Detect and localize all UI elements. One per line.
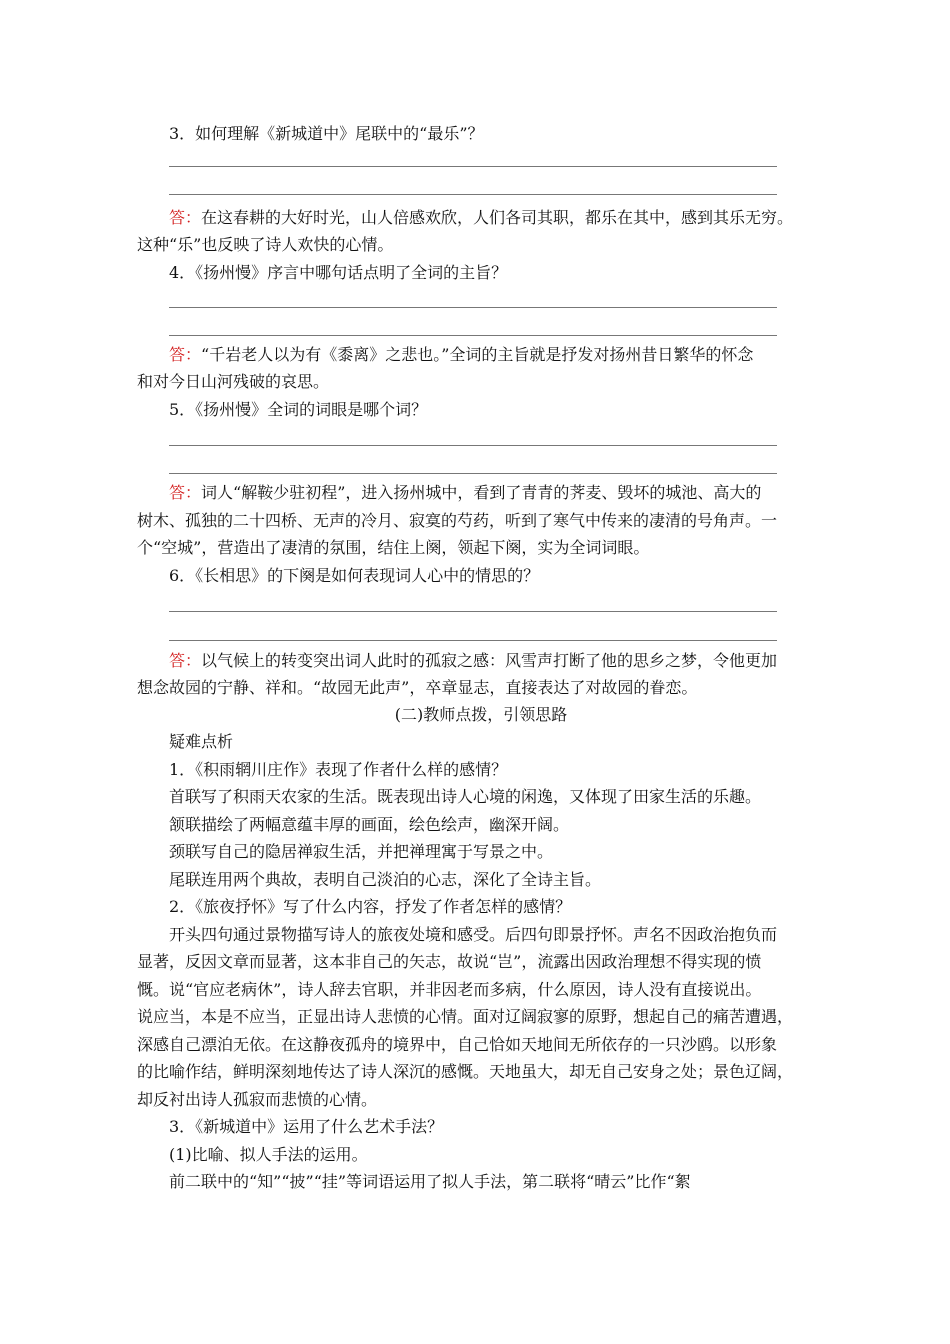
analysis-line: 开头四句通过景物描写诗人的旅夜处境和感受。后四句即景抒怀。声名不因政治抱负而 xyxy=(169,925,778,944)
answer-blank-line xyxy=(169,611,777,612)
analysis-line: 前二联中的“知”“披”“挂”等词语运用了拟人手法，第二联将“晴云”比作“絮 xyxy=(169,1172,691,1191)
answer-blank-line xyxy=(169,166,777,167)
answer-label: 答： xyxy=(169,345,202,364)
answer-5-line-2: 树木、孤独的二十四桥、无声的冷月、寂寞的芍药，听到了寒气中传来的凄清的号角声。一 xyxy=(137,511,778,530)
question-3: 3．如何理解《新城道中》尾联中的“最乐”？ xyxy=(169,124,484,143)
question-5: 5．《扬州慢》全词的词眼是哪个词？ xyxy=(169,400,428,419)
answer-label: 答： xyxy=(169,651,202,670)
analysis-line: 颔联描绘了两幅意蕴丰厚的画面，绘色绘声，幽深开阔。 xyxy=(169,815,570,834)
analysis-line: 却反衬出诗人孤寂而悲愤的心情。 xyxy=(137,1090,378,1109)
answer-blank-line xyxy=(169,473,777,474)
answer-blank-line xyxy=(169,445,777,446)
question-4: 4．《扬州慢》序言中哪句话点明了全词的主旨？ xyxy=(169,263,508,282)
answer-6-line-1: 答：以气候上的转变突出词人此时的孤寂之感：风雪声打断了他的思乡之梦，令他更加 xyxy=(169,651,778,670)
analysis-line: (1)比喻、拟人手法的运用。 xyxy=(169,1145,368,1164)
analysis-line: 显著，反因文章而显著，这本非自己的矢志，故说“岂”，流露出因政治理想不得实现的愤 xyxy=(137,952,762,971)
analysis-line: 说应当，本是不应当，正显出诗人悲愤的心情。面对辽阔寂寥的原野，想起自己的痛苦遭遇， xyxy=(137,1007,794,1026)
answer-3-line-1: 答：在这春耕的大好时光，山人倍感欢欣，人们各司其职，都乐在其中，感到其乐无穷。 xyxy=(169,208,794,227)
analysis-line: 1．《积雨辋川庄作》表现了作者什么样的感情？ xyxy=(169,760,508,779)
analysis-line: 2．《旅夜抒怀》写了什么内容，抒发了作者怎样的感情？ xyxy=(169,897,572,916)
analysis-line: 3．《新城道中》运用了什么艺术手法？ xyxy=(169,1117,444,1136)
answer-label: 答： xyxy=(169,208,202,227)
answer-5-line-3: 个“空城”，营造出了凄清的氛围，结住上阕，领起下阕，实为全词词眼。 xyxy=(137,538,650,557)
analysis-line: 慨。说“官应老病休”，诗人辞去官职，并非因老而多病，什么原因，诗人没有直接说出。 xyxy=(137,980,762,999)
subsection-title: 疑难点析 xyxy=(169,732,234,751)
analysis-line: 尾联连用两个典故，表明自己淡泊的心志，深化了全诗主旨。 xyxy=(169,870,602,889)
answer-5-line-1: 答：词人“解鞍少驻初程”，进入扬州城中，看到了青青的荠麦、毁坏的城池、高大的 xyxy=(169,483,762,502)
answer-blank-line xyxy=(169,307,777,308)
answer-blank-line xyxy=(169,335,777,336)
section-title: (二)教师点拨，引领思路 xyxy=(394,705,568,724)
answer-label: 答： xyxy=(169,483,202,502)
answer-blank-line xyxy=(169,640,777,641)
analysis-line: 首联写了积雨天农家的生活。既表现出诗人心境的闲逸，又体现了田家生活的乐趣。 xyxy=(169,787,762,806)
answer-3-line-2: 这种“乐”也反映了诗人欢快的心情。 xyxy=(137,235,394,254)
answer-4-line-1: 答：“千岩老人以为有《黍离》之悲也。”全词的主旨就是抒发对扬州昔日繁华的怀念 xyxy=(169,345,754,364)
analysis-line: 深感自己漂泊无依。在这静夜孤舟的境界中，自己恰如天地间无所依存的一只沙鸥。以形象 xyxy=(137,1035,778,1054)
answer-4-line-2: 和对今日山河残破的哀思。 xyxy=(137,372,330,391)
analysis-line: 颈联写自己的隐居禅寂生活，并把禅理寓于写景之中。 xyxy=(169,842,554,861)
analysis-line: 的比喻作结，鲜明深刻地传达了诗人深沉的感慨。天地虽大，却无自己安身之处；景色辽阔， xyxy=(137,1062,794,1081)
answer-6-line-2: 想念故园的宁静、祥和。“故园无此声”，卒章显志，直接表达了对故园的眷恋。 xyxy=(137,678,698,697)
answer-blank-line xyxy=(169,194,777,195)
question-6: 6．《长相思》的下阕是如何表现词人心中的情思的？ xyxy=(169,566,540,585)
